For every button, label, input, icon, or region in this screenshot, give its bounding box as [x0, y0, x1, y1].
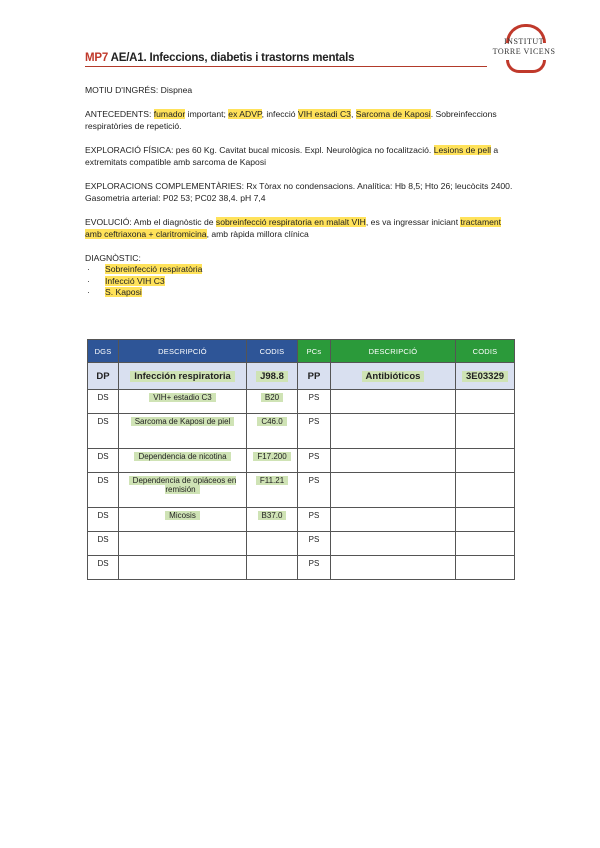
- highlight-tractament: tractament amb ceftriaxona + claritromicina: [85, 217, 502, 239]
- table-row: [88, 508, 515, 532]
- header-codis: CODIS: [247, 340, 298, 363]
- antecedents-text: , infecció: [261, 109, 298, 119]
- module-code: MP7: [85, 52, 109, 64]
- cell-proc-descripcio: [331, 449, 456, 473]
- highlight-advp: ex ADVP: [228, 109, 262, 119]
- list-item: [85, 264, 515, 276]
- header-proc-descripcio: DESCRIPCIÓ: [331, 340, 456, 363]
- cell-proc-descripcio: [331, 363, 456, 390]
- cell-proc-descripcio: [331, 390, 456, 414]
- cell-descripcio: [119, 390, 247, 414]
- table-header-row: [88, 340, 515, 363]
- motiu-text: Dispnea: [158, 85, 193, 95]
- antecedents-text: . Sobreinfeccions respiratòries de repetició.: [85, 109, 497, 131]
- diagnostic-section: [85, 252, 515, 299]
- list-item: [85, 276, 515, 288]
- cell-pcs: PS: [298, 473, 331, 508]
- document-header: [85, 48, 487, 67]
- exploracio-text: pes 60 Kg. Cavitat bucal micosis. Expl. Neurològica no focalització.: [173, 145, 434, 155]
- cell-proc-codi: [456, 390, 515, 414]
- cell-codi: [247, 414, 298, 449]
- cell-dgs: DS: [88, 414, 119, 449]
- logo-arc-bottom: [506, 60, 546, 73]
- cell-proc-codi: [456, 363, 515, 390]
- logo-line-2: TORRE VICENS: [492, 47, 556, 56]
- cell-codi: [247, 556, 298, 580]
- diagnostic-item: S. Kaposi: [105, 287, 142, 297]
- cell-descripcio: [119, 414, 247, 449]
- exploracio-text: a extremitats compatible amb sarcoma de Kaposi: [85, 145, 499, 167]
- cell-descripcio: [119, 556, 247, 580]
- diagnosis-code: B20: [261, 393, 283, 402]
- highlight-lesions: Lesions de pell: [433, 145, 492, 155]
- cell-proc-codi: [456, 532, 515, 556]
- cell-codi: [247, 390, 298, 414]
- principal-procedure-code: 3E03329: [462, 371, 508, 382]
- cell-proc-codi: [456, 449, 515, 473]
- cell-codi: [247, 449, 298, 473]
- principal-procedure: Antibióticos: [362, 371, 425, 382]
- antecedents: [85, 108, 515, 132]
- cell-dgs: DS: [88, 449, 119, 473]
- evolucio-text: , es va ingressar iniciant: [365, 217, 461, 227]
- institut-logo: [488, 22, 560, 66]
- header-dgs: DGS: [88, 340, 119, 363]
- cell-pcs: PS: [298, 508, 331, 532]
- highlight-fumador: fumador: [153, 109, 186, 119]
- coding-table: [87, 339, 515, 580]
- antecedents-label: ANTECEDENTS:: [85, 109, 152, 119]
- cell-descripcio: [119, 449, 247, 473]
- highlight-vih: VIH estadi C3: [297, 109, 351, 119]
- diagnosis-text: Dependencia de nicotina: [134, 452, 230, 461]
- exploracions-complementaries: [85, 180, 515, 204]
- cell-proc-descripcio: [331, 473, 456, 508]
- motiu-ingres: [85, 84, 515, 96]
- cell-proc-codi: [456, 473, 515, 508]
- complementaries-text: Rx Tòrax no condensacions. Analítica: Hb 8,5; Hto 26; leucòcits 2400. Gasometria arterial: P02 53; PC02 38,4. pH 7,4: [85, 181, 513, 203]
- cell-proc-codi: [456, 414, 515, 449]
- cell-dgs: DS: [88, 556, 119, 580]
- table-row: [88, 532, 515, 556]
- evolucio-text: Amb el diagnòstic de: [131, 217, 216, 227]
- diagnosis-text: Micosis: [165, 511, 200, 520]
- cell-codi: [247, 473, 298, 508]
- table-row: [88, 473, 515, 508]
- list-item: [85, 287, 515, 299]
- logo-line-1: INSTITUT: [504, 37, 544, 46]
- exploracio-label: EXPLORACIÓ FÍSICA:: [85, 145, 174, 155]
- cell-pcs: PS: [298, 532, 331, 556]
- cell-proc-descripcio: [331, 532, 456, 556]
- motiu-label: MOTIU D'INGRÉS:: [85, 85, 159, 95]
- antecedents-text: important;: [185, 109, 229, 119]
- complementaries-label: EXPLORACIONS COMPLEMENTÀRIES:: [85, 181, 245, 191]
- diagnosis-text: VIH+ estadio C3: [149, 393, 215, 402]
- diagnostic-item: Infecció VIH C3: [105, 275, 165, 286]
- cell-pcs: PS: [298, 414, 331, 449]
- cell-descripcio: [119, 508, 247, 532]
- cell-proc-descripcio: [331, 556, 456, 580]
- header-descripcio: DESCRIPCIÓ: [119, 340, 247, 363]
- header-proc-codis: CODIS: [456, 340, 515, 363]
- table-row-principal: [88, 363, 515, 390]
- table-row: [88, 414, 515, 449]
- clinical-report: [85, 84, 515, 299]
- diagnosis-text: Sarcoma de Kaposi de piel: [131, 417, 235, 426]
- evolucio-label: EVOLUCIÓ:: [85, 217, 132, 227]
- evolucio-text: , amb ràpida millora clínica: [206, 229, 309, 239]
- highlight-sobreinfeccio: sobreinfecció respiratoria en malalt VIH: [215, 217, 366, 227]
- diagnostic-list: [85, 264, 515, 299]
- cell-proc-descripcio: [331, 508, 456, 532]
- activity-title: AE/A1. Infeccions, diabetis i trastorns mentals: [108, 52, 355, 64]
- cell-codi: [247, 532, 298, 556]
- table-row: [88, 390, 515, 414]
- evolucio: [85, 216, 515, 240]
- table-row: [88, 556, 515, 580]
- cell-dgs: DP: [88, 363, 119, 390]
- cell-dgs: DS: [88, 390, 119, 414]
- cell-pcs: PS: [298, 390, 331, 414]
- diagnosis-code: F11.21: [256, 476, 288, 485]
- cell-proc-descripcio: [331, 414, 456, 449]
- table-row: [88, 449, 515, 473]
- diagnosis-code: C46.0: [257, 417, 286, 426]
- cell-pcs: PP: [298, 363, 331, 390]
- principal-code: J98.8: [256, 371, 288, 382]
- cell-codi: [247, 508, 298, 532]
- cell-descripcio: [119, 363, 247, 390]
- diagnostic-label: DIAGNÒSTIC:: [85, 253, 141, 263]
- cell-descripcio: [119, 532, 247, 556]
- cell-pcs: PS: [298, 449, 331, 473]
- cell-dgs: DS: [88, 508, 119, 532]
- diagnostic-item: Sobreinfecció respiratòria: [105, 264, 203, 274]
- cell-proc-codi: [456, 556, 515, 580]
- diagnosis-code: F17.200: [253, 452, 290, 461]
- cell-proc-codi: [456, 508, 515, 532]
- exploracio-fisica: [85, 144, 515, 168]
- cell-codi: [247, 363, 298, 390]
- diagnosis-code: B37.0: [258, 511, 287, 520]
- cell-dgs: DS: [88, 532, 119, 556]
- highlight-kaposi: Sarcoma de Kaposi: [355, 109, 431, 119]
- cell-pcs: PS: [298, 556, 331, 580]
- cell-dgs: DS: [88, 473, 119, 508]
- antecedents-text: ,: [350, 109, 356, 119]
- header-pcs: PCs: [298, 340, 331, 363]
- cell-descripcio: [119, 473, 247, 508]
- document-title: [85, 52, 354, 64]
- diagnosis-text: Dependencia de opiáceos en remisión: [129, 476, 237, 494]
- principal-diagnosis: Infección respiratoria: [130, 371, 235, 382]
